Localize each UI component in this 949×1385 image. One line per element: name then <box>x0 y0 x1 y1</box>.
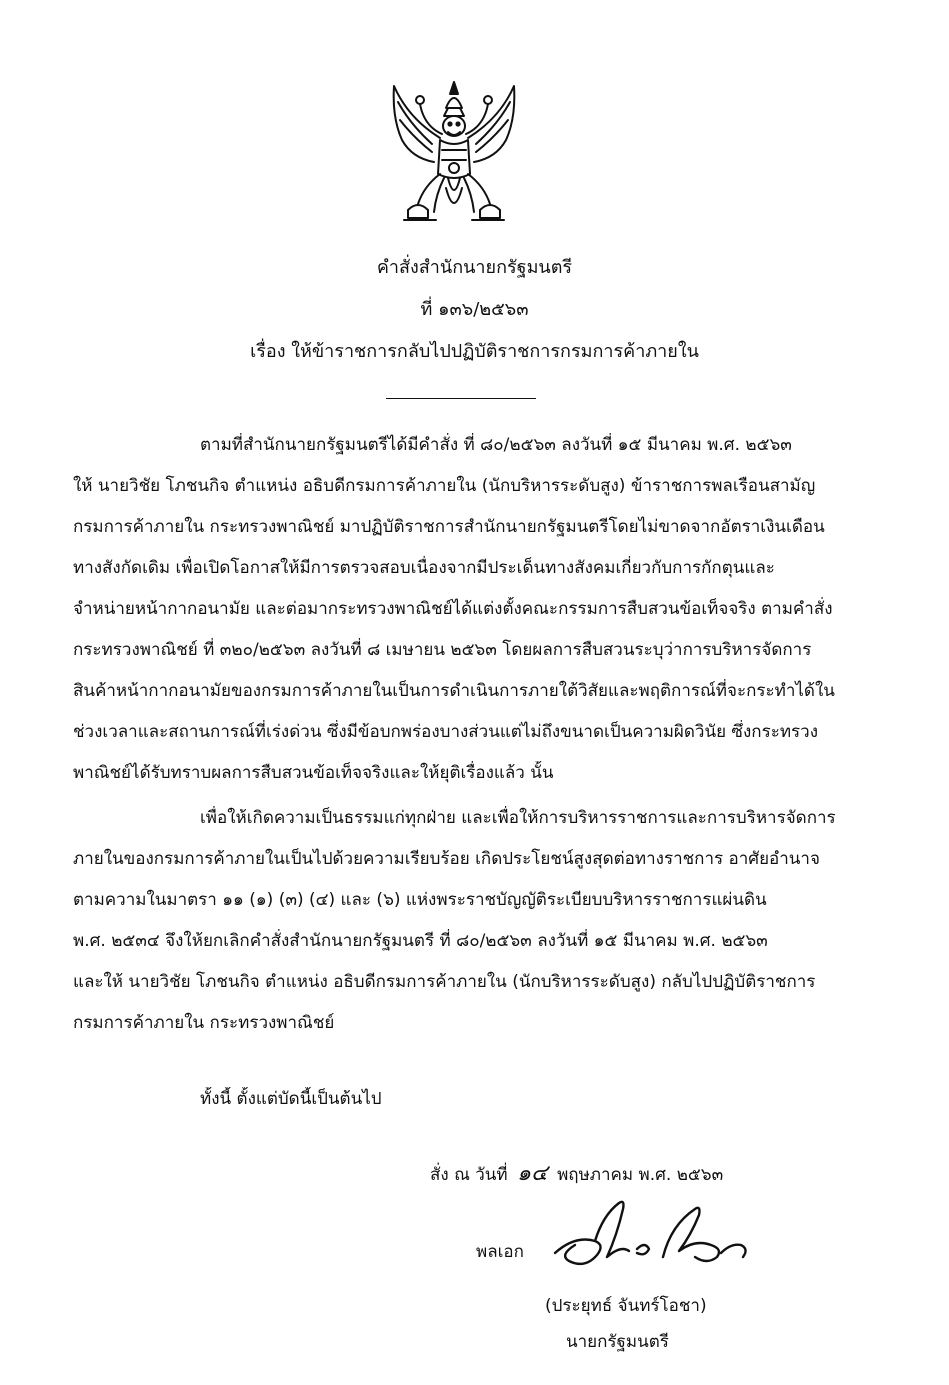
signer-title: นายกรัฐมนตรี <box>566 1332 669 1352</box>
paragraph-line: เพื่อให้เกิดความเป็นธรรมแก่ทุกฝ่าย และเพื่อให้การบริหารราชการและการบริหารจัดการ <box>200 808 836 828</box>
paragraph-line: พาณิชย์ได้รับทราบผลการสืบสวนข้อเท็จจริงและให้ยุติเรื่องแล้ว นั้น <box>73 763 554 783</box>
paragraph-line: กระทรวงพาณิชย์ ที่ ๓๒๐/๒๕๖๓ ลงวันที่ ๘ เมษายน ๒๕๖๓ โดยผลการสืบสวนระบุว่าการบริหารจัดการ <box>73 640 812 660</box>
paragraph-line: สินค้าหน้ากากอนามัยของกรมการค้าภายในเป็นการดำเนินการภายใต้วิสัยและพฤติการณ์ที่จะกระทำได้ใน <box>73 681 835 701</box>
paragraph-line: จำหน่ายหน้ากากอนามัย และต่อมากระทรวงพาณิชย์ได้แต่งตั้งคณะกรรมการสืบสวนข้อเท็จจริง ตามคำสั่ง <box>73 599 833 619</box>
paragraph-line: ตามความในมาตรา ๑๑ (๑) (๓) (๔) และ (๖) แห่งพระราชบัญญัติระเบียบบริหารราชการแผ่นดิน <box>73 890 767 910</box>
signer-rank: พลเอก <box>476 1242 524 1262</box>
paragraph-line: พ.ศ. ๒๕๓๔ จึงให้ยกเลิกคำสั่งสำนักนายกรัฐมนตรี ที่ ๘๐/๒๕๖๓ ลงวันที่ ๑๕ มีนาคม พ.ศ. ๒๕๖๓ <box>73 931 768 951</box>
paragraph-line: ตามที่สำนักนายกรัฐมนตรีได้มีคำสั่ง ที่ ๘๐/๒๕๖๓ ลงวันที่ ๑๕ มีนาคม พ.ศ. ๒๕๖๓ <box>200 435 792 455</box>
date-prefix: สั่ง ณ วันที่ <box>430 1165 508 1185</box>
paragraph-line: กรมการค้าภายใน กระทรวงพาณิชย์ <box>73 1013 335 1033</box>
date-rest: พฤษภาคม พ.ศ. ๒๕๖๓ <box>557 1165 724 1185</box>
paragraph-line: ให้ นายวิชัย โภชนกิจ ตำแหน่ง อธิบดีกรมการค้าภายใน (นักบริหารระดับสูง) ข้าราชการพลเรือนสามัญ <box>73 476 816 496</box>
issue-date <box>430 1162 723 1187</box>
effective-clause: ทั้งนี้ ตั้งแต่บัดนี้เป็นต้นไป <box>200 1089 382 1109</box>
order-number: ที่ ๑๓๖/๒๕๖๓ <box>420 299 529 320</box>
paragraph-line: กรมการค้าภายใน กระทรวงพาณิชย์ มาปฏิบัติราชการสำนักนายกรัฐมนตรีโดยไม่ขาดจากอัตราเงินเดือน <box>73 517 825 537</box>
paragraph-line: และให้ นายวิชัย โภชนกิจ ตำแหน่ง อธิบดีกรมการค้าภายใน (นักบริหารระดับสูง) กลับไปปฏิบัติราชการ <box>73 972 816 992</box>
date-day-handwritten: ๑๔ <box>517 1161 548 1186</box>
paragraph-line: ช่วงเวลาและสถานการณ์ที่เร่งด่วน ซึ่งมีข้อบกพร่องบางส่วนแต่ไม่ถึงขนาดเป็นความผิดวินัย ซึ่งกระทรวง <box>73 722 819 742</box>
handwritten-signature <box>545 1195 755 1275</box>
signer-name: (ประยุทธ์ จันทร์โอชา) <box>545 1296 707 1316</box>
header-divider <box>386 398 536 399</box>
subject-line: เรื่อง ให้ข้าราชการกลับไปปฏิบัติราชการกรมการค้าภายใน <box>250 341 699 362</box>
paragraph-line: ทางสังกัดเดิม เพื่อเปิดโอกาสให้มีการตรวจสอบเนื่องจากมีประเด็นทางสังคมเกี่ยวกับการกักตุนและ <box>73 558 775 578</box>
garuda-emblem-icon <box>388 78 520 230</box>
paragraph-line: ภายในของกรมการค้าภายในเป็นไปด้วยความเรียบร้อย เกิดประโยชน์สูงสุดต่อทางราชการ อาศัยอำนาจ <box>73 849 820 869</box>
issuer-title: คำสั่งสำนักนายกรัฐมนตรี <box>376 257 573 278</box>
